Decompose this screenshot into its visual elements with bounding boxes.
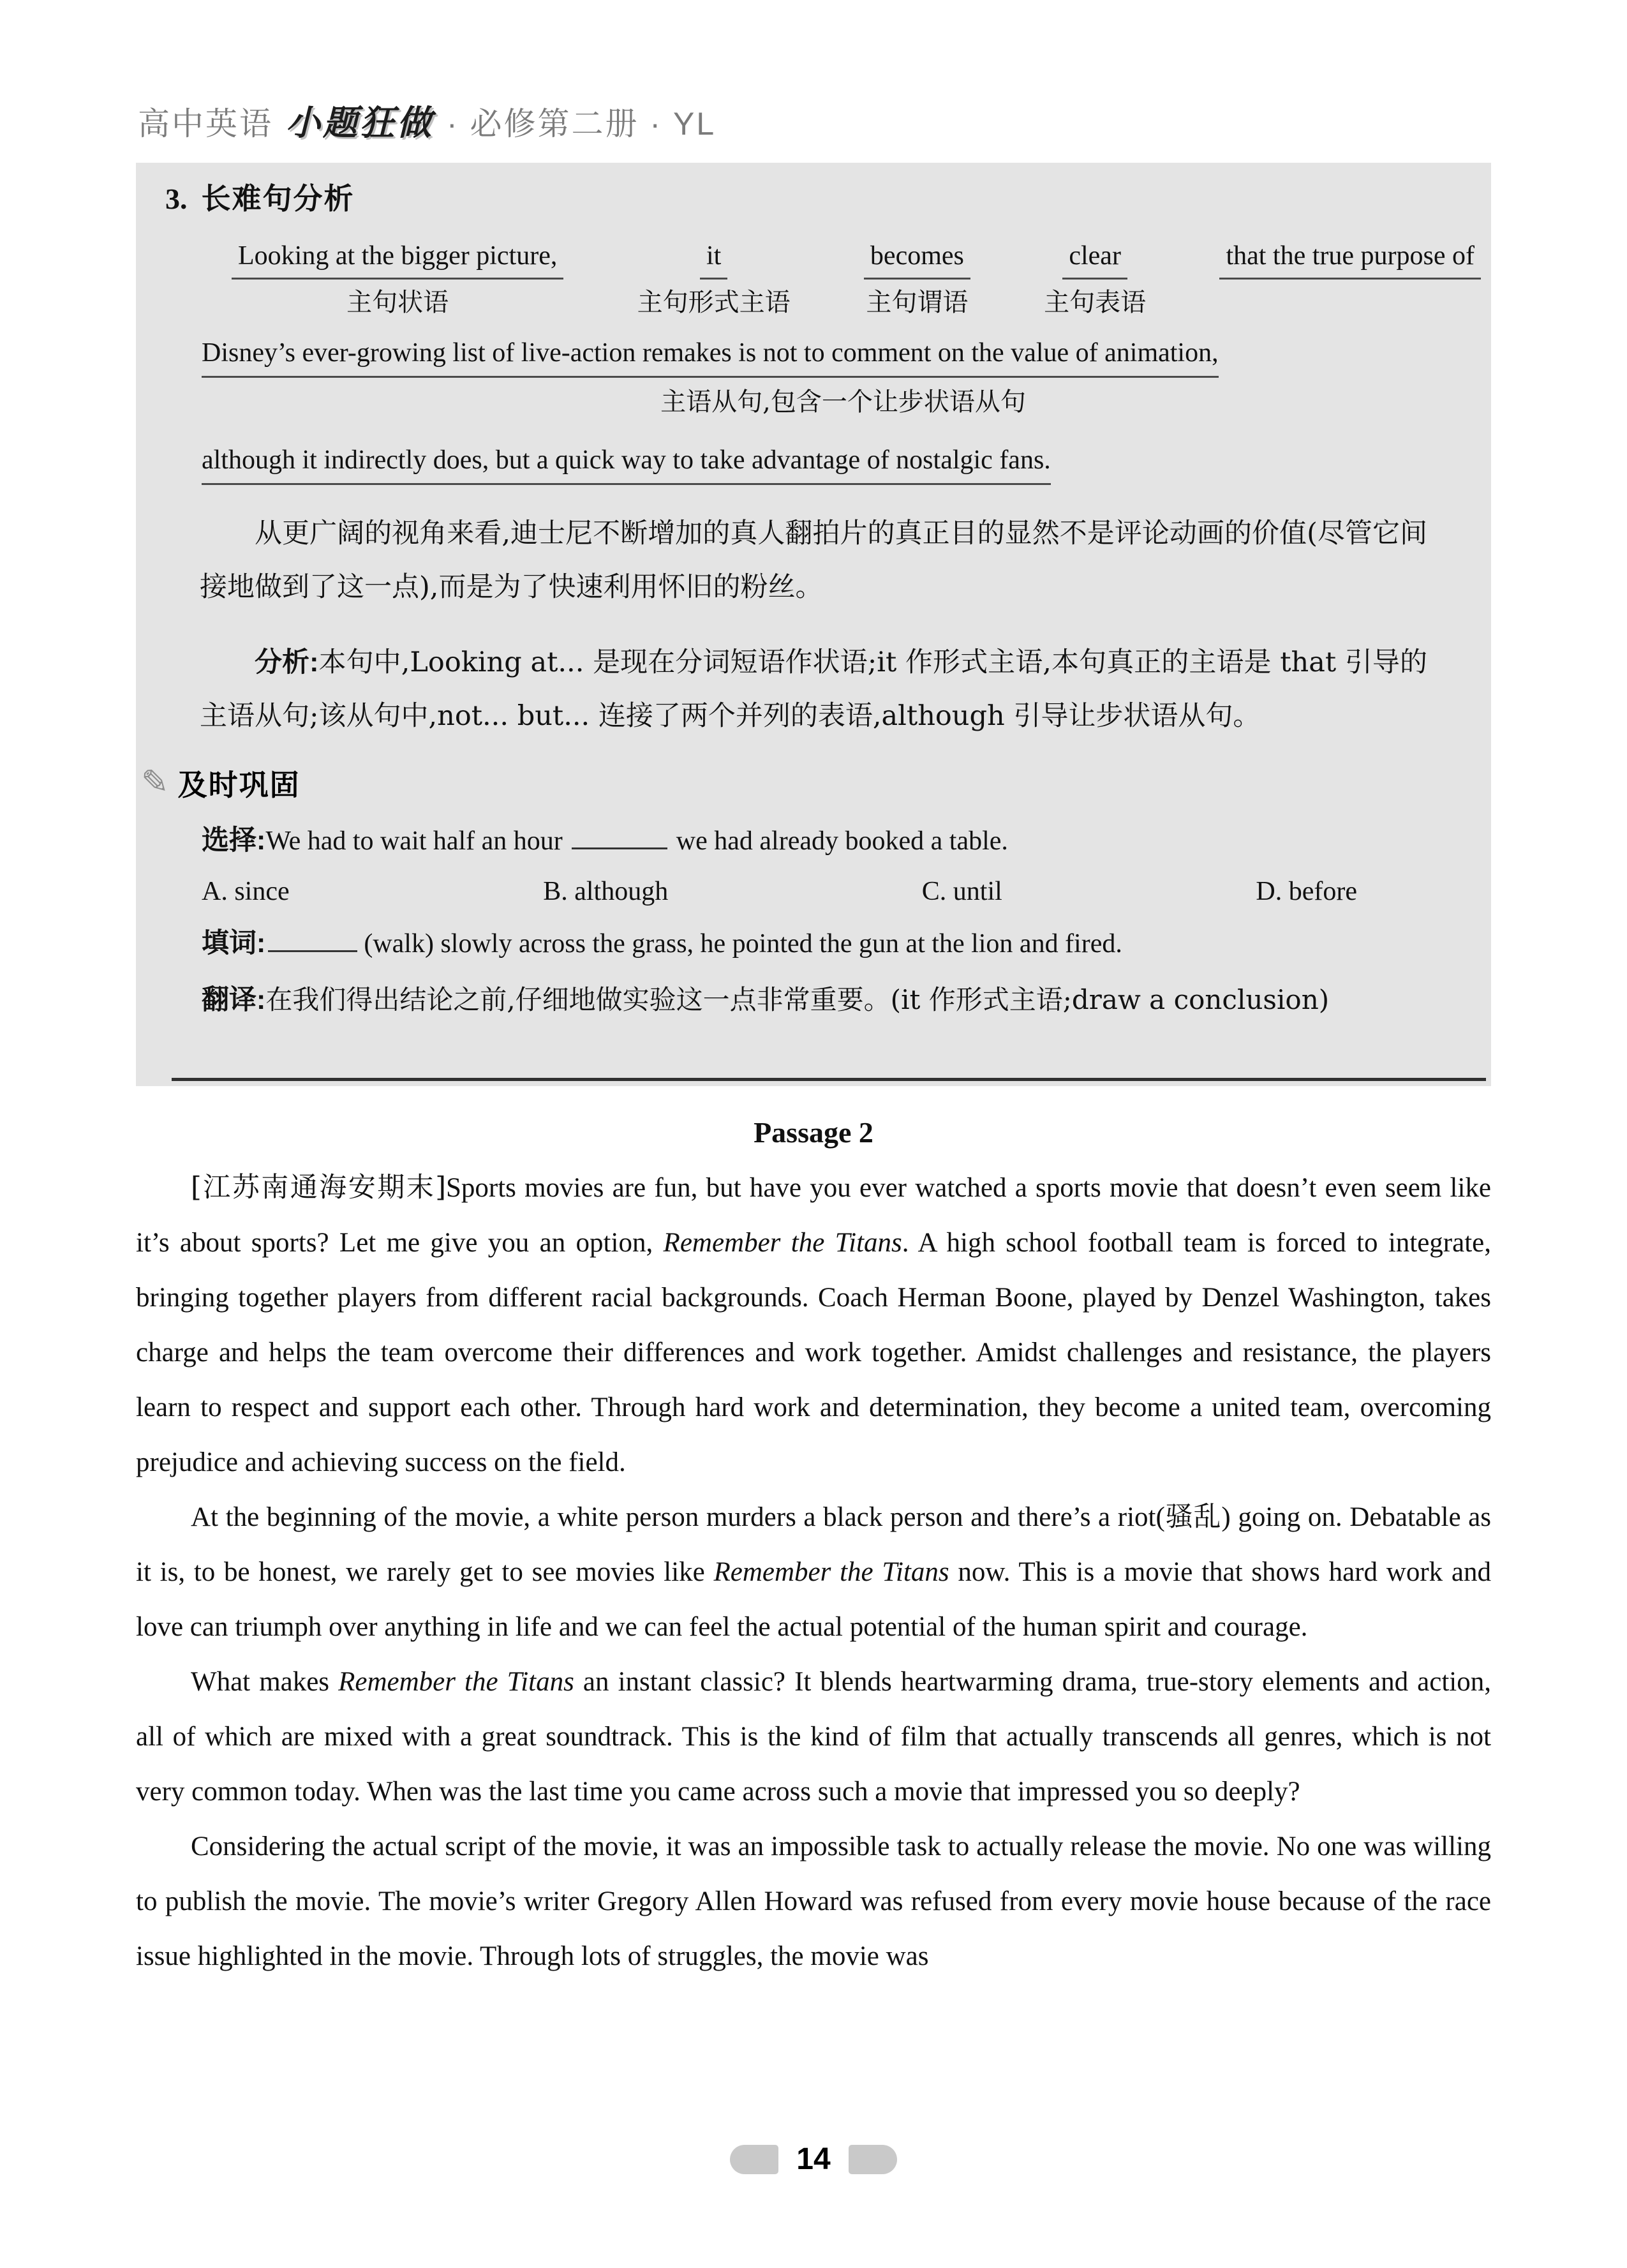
page-number: 14 [796, 2142, 831, 2176]
header-volume: · 必修第二册 · YL [447, 106, 717, 142]
segment-label: 主句形式主语 [637, 288, 791, 317]
analysis-label: 分析: [255, 647, 319, 678]
source-tag: [江苏南通海安期末] [191, 1172, 446, 1204]
paragraph-text: now. This is a movie that shows hard work and love can triumph over anything in life and we can feel the actual potential of the human spirit and courage. [136, 1557, 1491, 1642]
clause-label: 主语从句,包含一个让步状语从句 [660, 387, 1026, 417]
fill-text: (walk) slowly across the grass, he pointed the gun at the lion and fired. [364, 929, 1122, 959]
fill-label: 填词: [202, 928, 266, 959]
translate-text: 在我们得出结论之前,仔细地做实验这一点非常重要。(it 作形式主语;draw a conclusion) [265, 984, 1330, 1015]
passage-heading: Passage 2 [754, 1116, 873, 1149]
choice-question [202, 821, 1485, 861]
paragraph-text: What makes [191, 1667, 339, 1697]
clause-text: although it indirectly does, but a quick way to take advantage of nostalgic fans. [202, 445, 1051, 485]
passage-body [136, 1160, 1491, 1984]
sentence-analysis-note [200, 636, 1427, 743]
segment-text: that the true purpose of [1219, 239, 1481, 280]
section-title: 长难句分析 [201, 182, 355, 215]
paragraph-text: an instant classic? It blends heartwarming drama, true-story elements and action, all of which are mixed with a great soundtrack. This is the kind of film that actually transcends all genres, which is not very common today. When was the last time you came across such a movie that impressed you so deeply? [136, 1667, 1491, 1807]
clause-segment [637, 239, 791, 318]
answer-blank [572, 822, 667, 849]
footer-right-bar [849, 2145, 897, 2174]
choice-text-before: We had to wait half an hour [265, 826, 563, 856]
page-footer [0, 2142, 1627, 2177]
sentence-translation: 从更广阔的视角来看,迪士尼不断增加的真人翻拍片的真正目的显然不是评论动画的价值(尽管它间接地做到了这一点),而是为了快速利用怀旧的粉丝。 [200, 518, 1427, 603]
segment-label: 主句谓语 [866, 288, 969, 317]
passage-paragraph [136, 1655, 1491, 1819]
option-a: A. since [202, 877, 290, 906]
passage-paragraph: Considering the actual script of the movie, it was an impossible task to actually release the movie. No one was willing to publish the movie. The movie’s writer Gregory Allen Howard was refused from every movie house because of the race issue highlighted in the movie. Through lots of struggles, the movie was [136, 1832, 1491, 1971]
analysis-text: 本句中,Looking at... 是现在分词短语作状语;it 作形式主语,本句真正的主语是 that 引导的主语从句;该从句中,not... but... 连接了两个并列的表语,although 引导让步状语从句。 [200, 646, 1427, 732]
analysis-line-3 [202, 445, 1491, 485]
paragraph-text: . A high school football team is forced to integrate, bringing together players from different racial backgrounds. Coach Herman Boone, played by Denzel Washington, takes charge and helps the team overcome their differences and work together. Amidst challenges and resistance, the players learn to respect and support each other. Through hard work and determination, they become a united team, overcoming prejudice and achieving success on the field. [136, 1228, 1491, 1477]
footer-left-bar [730, 2145, 778, 2174]
clause-segment [1044, 239, 1146, 318]
choice-options [202, 876, 1357, 907]
option-d: D. before [1256, 877, 1357, 906]
option-c: C. until [921, 877, 1002, 906]
passage-paragraph [136, 1160, 1491, 1490]
segment-text: it [700, 239, 727, 280]
segment-text: becomes [864, 239, 970, 280]
consolidation-heading [141, 762, 1491, 804]
pen-icon: ✎ [141, 765, 169, 801]
analysis-line-1 [232, 239, 1481, 318]
fill-question [202, 923, 1485, 964]
answer-blank [268, 925, 357, 952]
segment-text: clear [1062, 239, 1127, 280]
passage-paragraph [136, 1490, 1491, 1655]
option-b: B. although [543, 877, 669, 906]
translate-question [202, 980, 1485, 1020]
consolidation-title: 及时巩固 [177, 768, 301, 802]
choice-text-after: we had already booked a table. [676, 826, 1008, 856]
segment-label: 主句表语 [1044, 288, 1147, 317]
choice-label: 选择: [202, 825, 266, 856]
header-subject: 高中英语 [138, 106, 273, 142]
analysis-line-2 [202, 338, 1485, 418]
section-number: 3. [165, 183, 188, 215]
paragraph-text: Sports movies are fun, but have you ever watched a sports movie that doesn’t even seem like it’s about sports? Let me give you an option, [136, 1173, 1491, 1258]
clause-segment [1219, 239, 1481, 318]
clause-segment [232, 239, 563, 318]
translate-label: 翻译: [202, 985, 266, 1015]
clause-text: Disney’s ever-growing list of live-action remakes is not to comment on the value of animation, [202, 338, 1219, 378]
paragraph-text: At the beginning of the movie, a white person murders a black person and there’s a riot(骚乱) going on. Debatable as it is, to be honest, we rarely get to see movies like [136, 1502, 1491, 1587]
section-divider [172, 1078, 1486, 1081]
segment-label: 主句状语 [346, 288, 449, 317]
page-header [138, 96, 716, 145]
section-heading [165, 175, 1491, 218]
movie-title: Remember the Titans [338, 1667, 574, 1697]
series-logo: 小题狂做 [286, 102, 434, 143]
sentence-analysis-box [136, 163, 1491, 1086]
movie-title: Remember the Titans [663, 1228, 902, 1258]
movie-title: Remember the Titans [713, 1557, 949, 1587]
segment-text: Looking at the bigger picture, [232, 239, 563, 280]
clause-segment [864, 239, 970, 318]
